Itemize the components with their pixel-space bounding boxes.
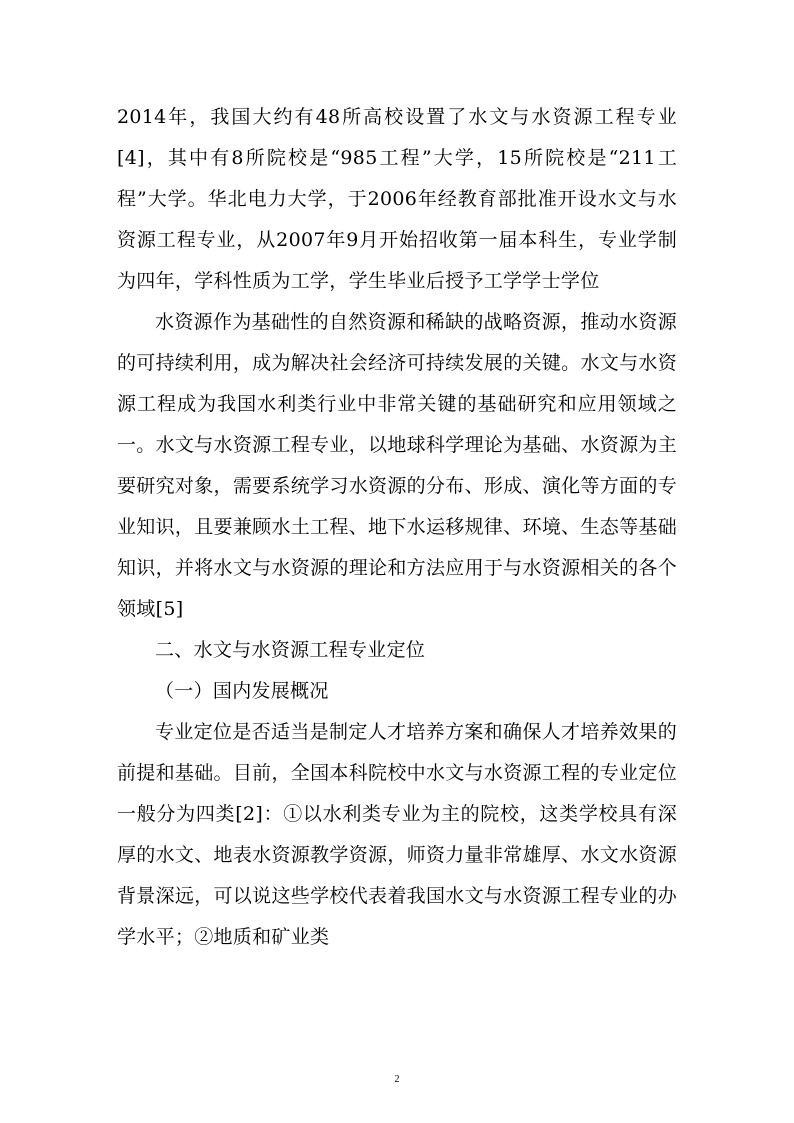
paragraph-major-positioning: 专业定位是否适当是制定人才培养方案和确保人才培养效果的前提和基础。目前，全国本科院校中水文与水资源工程的专业定位一般分为四类[2]：①以水利类专业为主的院校，这类学校具有深厚的水文、地表水资源教学资源，师资力量非常雄厚、水文水资源背景深远，可以说这些学校代表着我国水文与水资源工程专业的办学水平；②地质和矿业类 bbox=[117, 721, 677, 948]
section-heading: 二、水文与水资源工程专业定位 bbox=[155, 639, 426, 661]
document-body bbox=[117, 97, 677, 958]
paragraph-water-resources-importance: 水资源作为基础性的自然资源和稀缺的战略资源，推动水资源的可持续利用，成为解决社会经济可持续发展的关键。水文与水资源工程成为我国水利类行业中非常关键的基础研究和应用领域之一。水文与水资源工程专业，以地球科学理论为基础、水资源为主要研究对象，需要系统学习水资源的分布、形成、演化等方面的专业知识，且要兼顾水土工程、地下水运移规律、环境、生态等基础知识，并将水文与水资源的理论和方法应用于与水资源相关的各个领域[5] bbox=[117, 311, 677, 620]
page-number: 2 bbox=[394, 1074, 400, 1085]
paragraph-enrollment-history: 2014年，我国大约有48所高校设置了水文与水资源工程专业[4]，其中有8所院校是“985工程”大学，15所院校是“211工程”大学。华北电力大学，于2006年经教育部批准开设水文与水资源工程专业，从2007年9月开始招收第一届本科生，专业学制为四年，学科性质为工学，学生毕业后授予工学学士学位 bbox=[117, 106, 677, 292]
subsection-heading: （一）国内发展概况 bbox=[155, 680, 329, 702]
